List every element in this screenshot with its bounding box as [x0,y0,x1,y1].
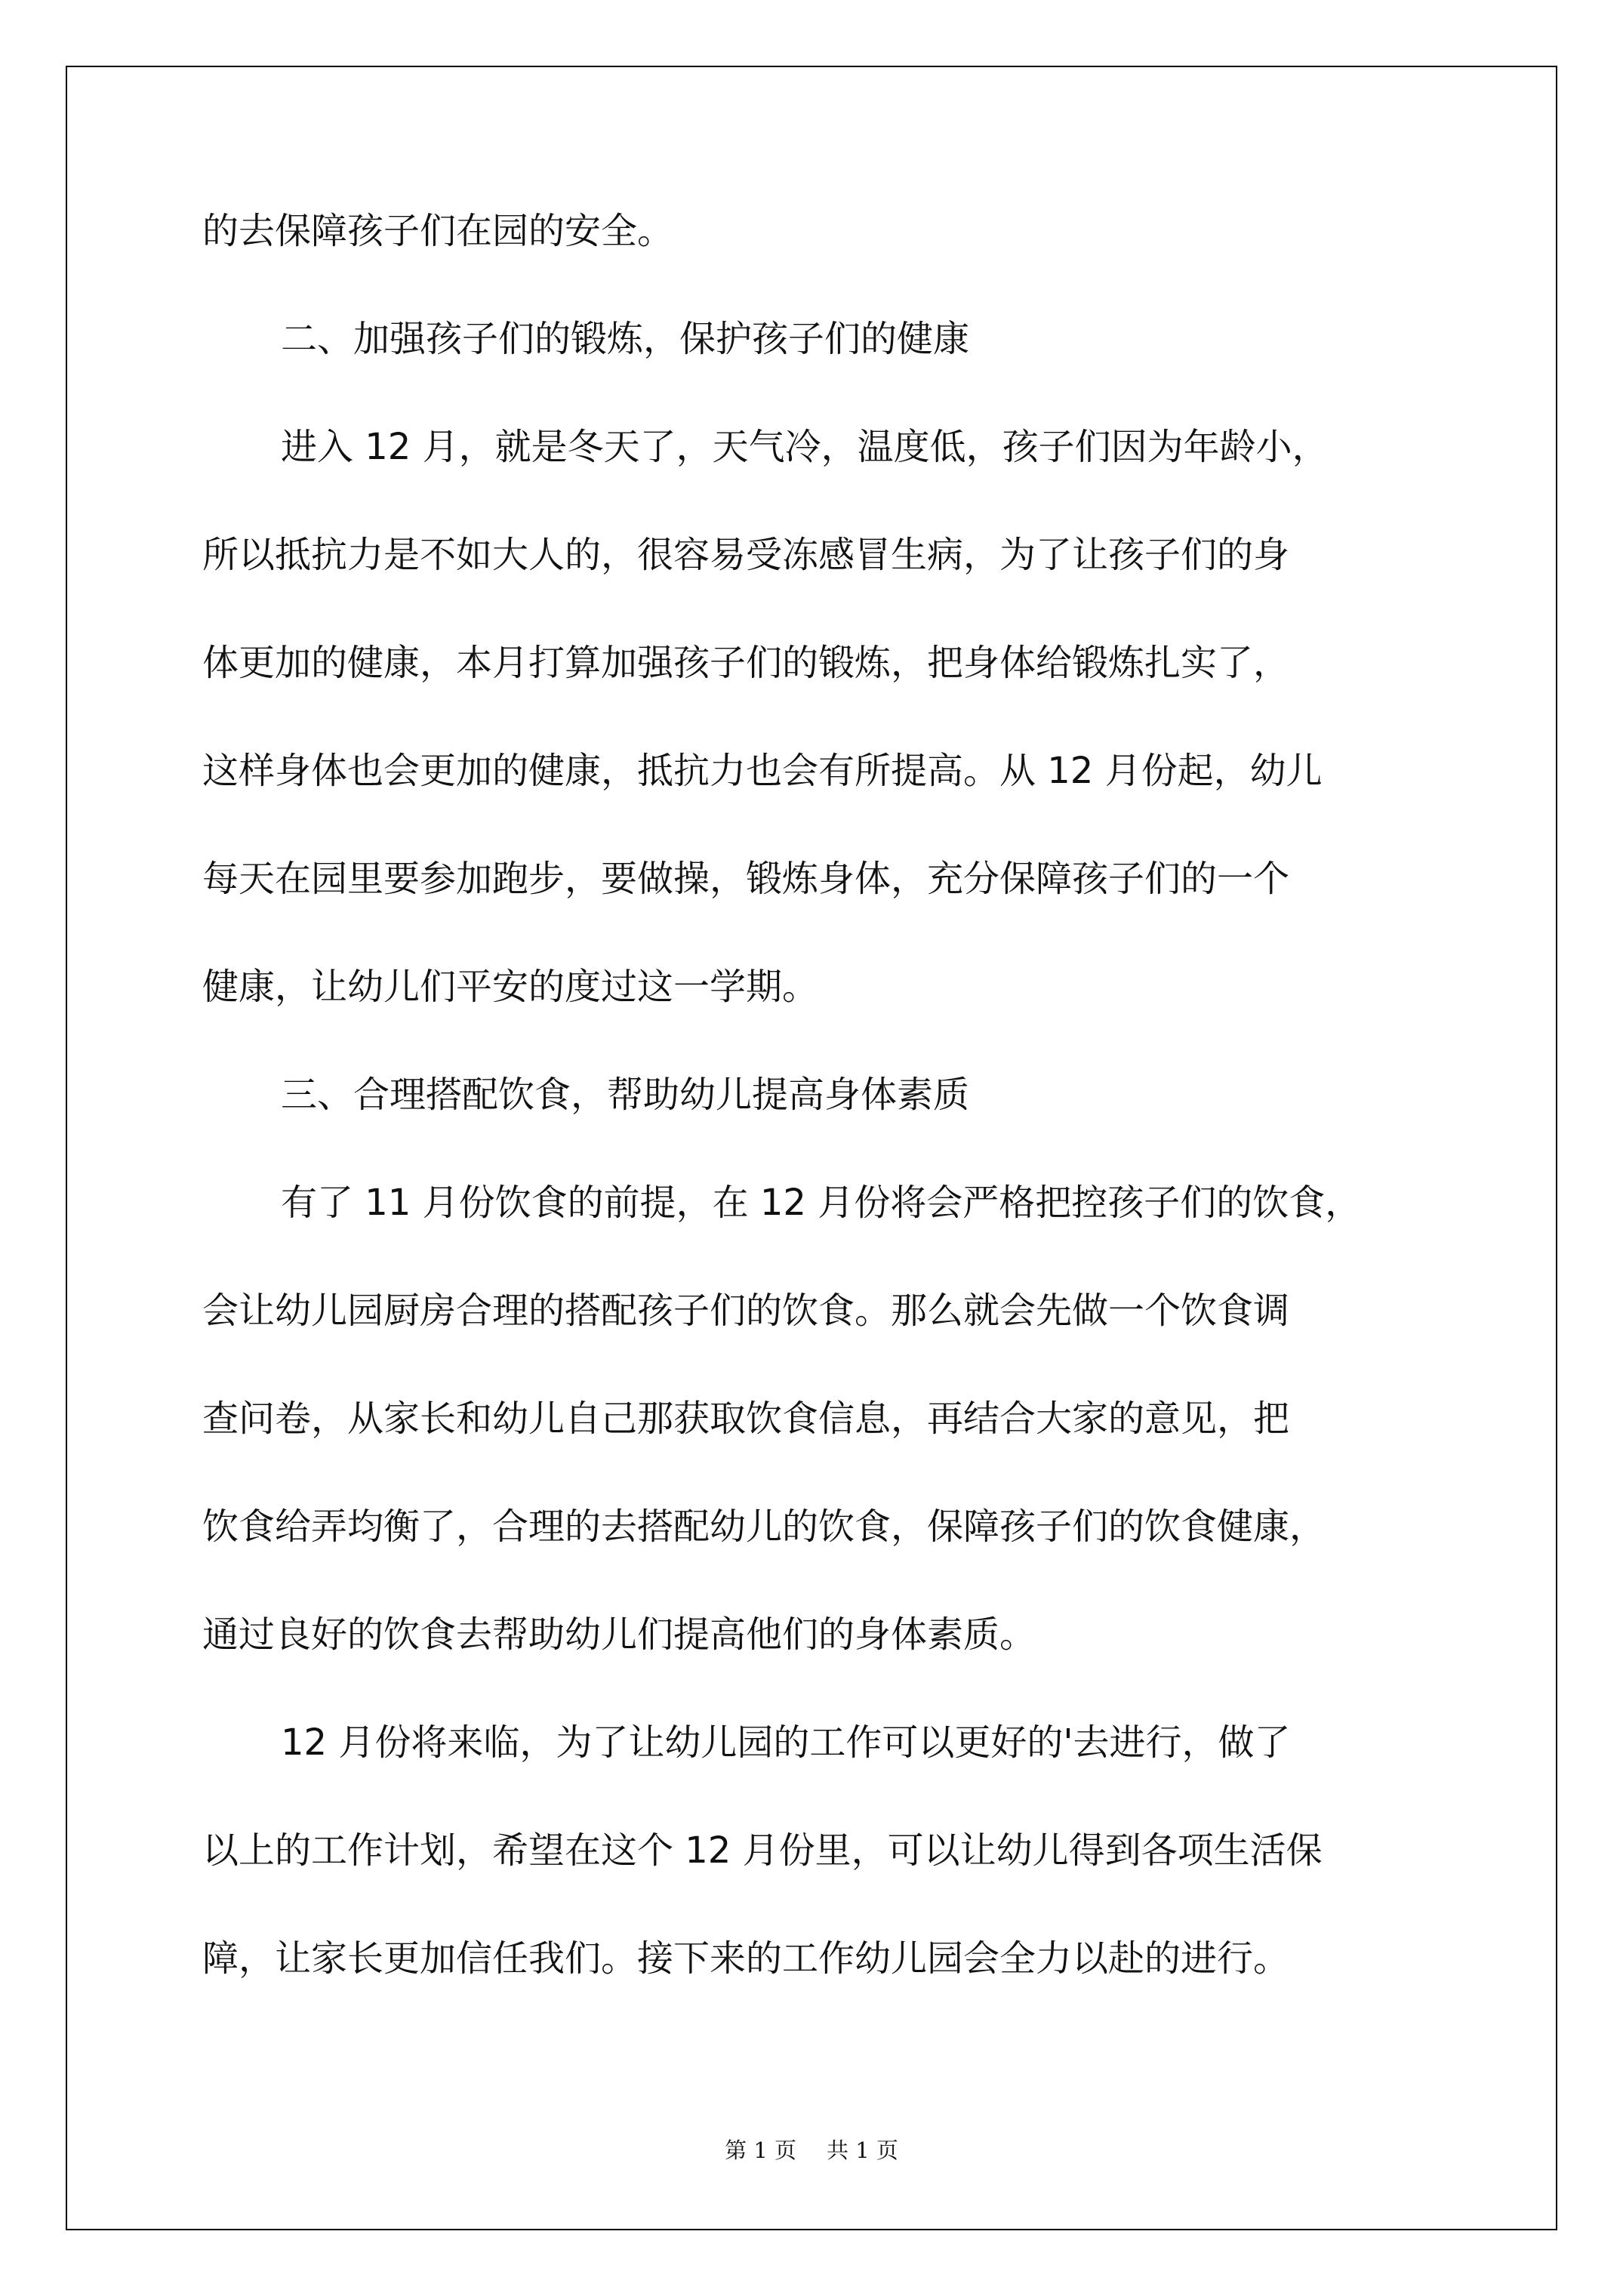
page-number: 第 1 页 [725,2137,796,2163]
text-line: 每天在园里要参加跑步，要做操，锻炼身体，充分保障孩子们的一个 [202,858,1290,900]
text-line: 有了 11 月份饮食的前提，在 12 月份将会严格把控孩子们的饮食， [281,1182,1362,1224]
text-line: 三、合理搭配饮食，帮助幼儿提高身体素质 [281,1074,970,1116]
text-line: 二、加强孩子们的锻炼，保护孩子们的健康 [281,318,970,360]
text-line: 以上的工作计划，希望在这个 12 月份里，可以让幼儿得到各项生活保 [202,1829,1323,1872]
text-line: 障，让家长更加信任我们。接下来的工作幼儿园会全力以赴的进行。 [202,1937,1290,1980]
text-line: 体更加的健康，本月打算加强孩子们的锻炼，把身体给锻炼扎实了， [202,642,1290,684]
text-line: 通过良好的饮食去帮助幼儿们提高他们的身体素质。 [202,1613,1036,1656]
text-line: 饮食给弄均衡了，合理的去搭配幼儿的饮食，保障孩子们的饮食健康， [202,1505,1326,1548]
text-line: 进入 12 月，就是冬天了，天气冷，温度低，孩子们因为年龄小， [281,426,1329,468]
text-line: 的去保障孩子们在园的安全。 [202,210,674,252]
text-line: 查问卷，从家长和幼儿自己那获取饮食信息，再结合大家的意见，把 [202,1398,1290,1440]
page-footer [0,2135,1623,2165]
text-line: 所以抵抗力是不如大人的，很容易受冻感冒生病，为了让孩子们的身 [202,534,1290,576]
document-body [202,177,1440,2013]
text-line: 12 月份将来临，为了让幼儿园的工作可以更好的'去进行，做了 [281,1721,1291,1764]
page-total: 共 1 页 [827,2137,898,2163]
text-line: 这样身体也会更加的健康，抵抗力也会有所提高。从 12 月份起，幼儿 [202,750,1323,792]
text-line: 健康，让幼儿们平安的度过这一学期。 [202,966,819,1008]
text-line: 会让幼儿园厨房合理的搭配孩子们的饮食。那么就会先做一个饮食调 [202,1290,1290,1332]
